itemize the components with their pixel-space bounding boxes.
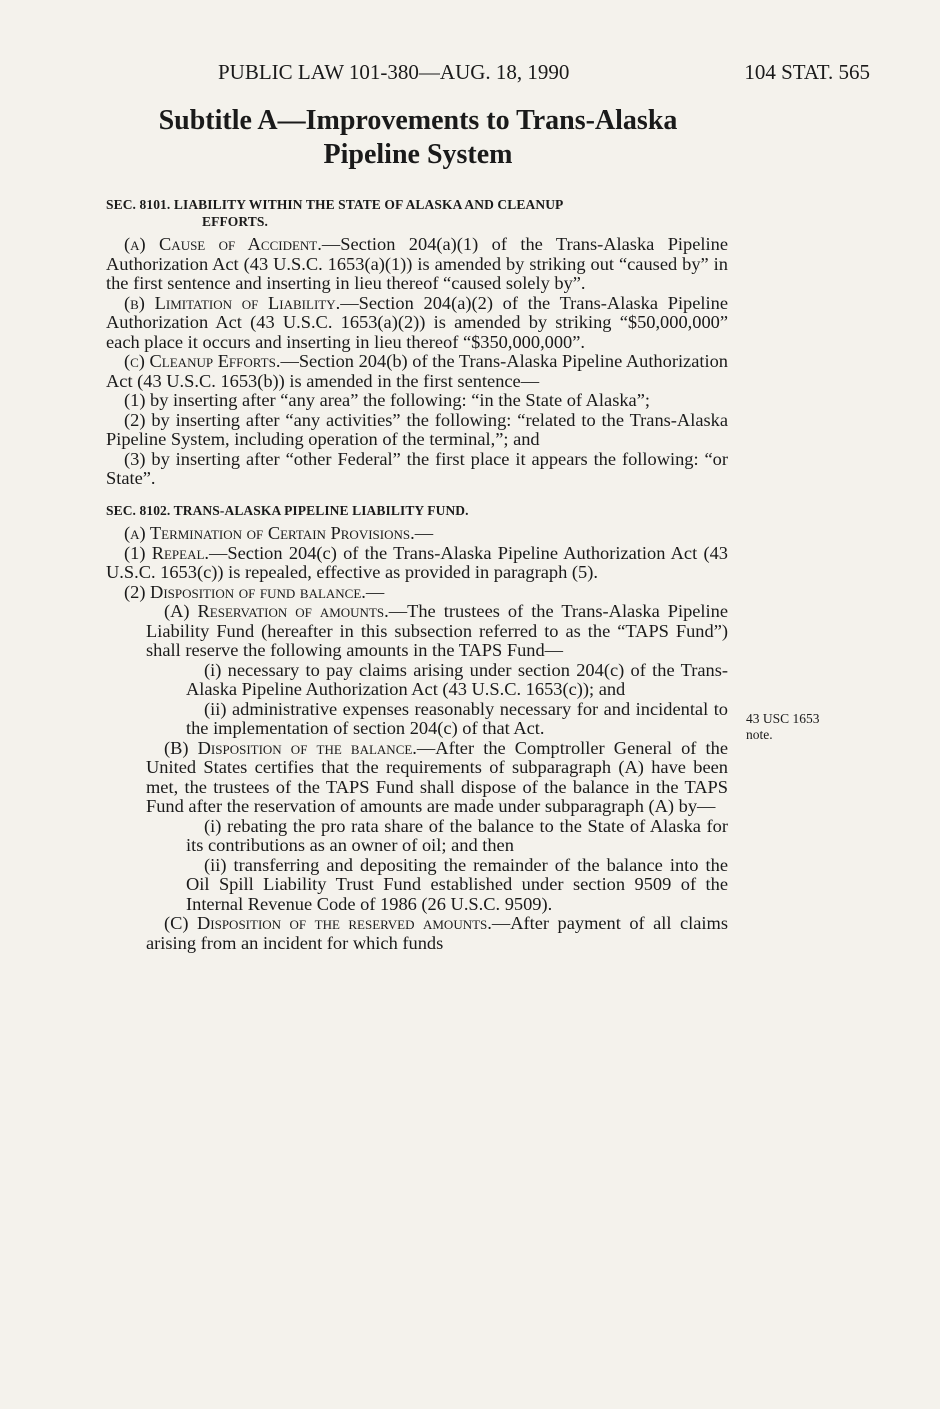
section-8101-a: (a) Cause of Accident.—Section 204(a)(1) of the Trans-Alaska Pipeline Authorization Act (43 U.S.C. 1653(a)(1)) is amended by striking out “caused by” in the first sentence and inserting in lieu thereof “caused solely by”.: [106, 234, 728, 293]
section-8101-heading-line-1: SEC. 8101. LIABILITY WITHIN THE STATE OF ALASKA AND CLEANUP: [106, 197, 564, 212]
section-8102-a-1: (1) Repeal.—Section 204(c) of the Trans-Alaska Pipeline Authorization Act (43 U.S.C. 1653(c)) is repealed, effective as provided in paragraph (5).: [106, 542, 728, 582]
section-8101-c-1: (1) by inserting after “any area” the following: “in the State of Alaska”;: [124, 390, 650, 410]
section-8102-a-2-B-i: (i) rebating the pro rata share of the balance to the State of Alaska for its contributions as an owner of oil; and then: [186, 815, 728, 855]
section-8101-c: (c) Cleanup Efforts.—Section 204(b) of the Trans-Alaska Pipeline Authorization Act (43 U.S.C. 1653(b)) is amended in the first sentence—: [106, 351, 728, 391]
stat-page-number: 104 STAT. 565: [744, 60, 870, 84]
section-8101-heading-line-2: EFFORTS.: [202, 214, 268, 229]
section-8101-heading: [106, 196, 728, 230]
subtitle-line-2: Pipeline System: [323, 139, 513, 170]
section-8102-a-2-A-i: (i) necessary to pay claims arising under section 204(c) of the Trans-Alaska Pipeline Authorization Act (43 U.S.C. 1653(c)); and: [186, 659, 728, 699]
section-8102-a-2-B-ii: (ii) transferring and depositing the remainder of the balance into the Oil Spill Liability Trust Fund established under section 9509 of the Internal Revenue Code of 1986 (26 U.S.C. 9509).: [186, 854, 728, 914]
subtitle-line-1: Subtitle A—Improvements to Trans-Alaska: [158, 105, 678, 136]
subtitle-heading: [108, 104, 728, 172]
law-title: PUBLIC LAW 101-380—AUG. 18, 1990: [218, 60, 570, 84]
section-8102-heading: SEC. 8102. TRANS-ALASKA PIPELINE LIABILITY FUND.: [106, 502, 469, 518]
section-8101-b: (b) Limitation of Liability.—Section 204(a)(2) of the Trans-Alaska Pipeline Authorization Act (43 U.S.C. 1653(a)(2)) is amended by striking “$50,000,000” each place it occurs and inserting in lieu thereof “$350,000,000”.: [106, 292, 728, 352]
section-8102-a-2-B: (B) Disposition of the balance.—After the Comptroller General of the United States certifies that the requirements of subparagraph (A) have been met, the trustees of the TAPS Fund shall dispose of the balance in the TAPS Fund after the reservation of amounts are made under subparagraph (A) by—: [146, 737, 729, 816]
section-8101-c-2: (2) by inserting after “any activities” the following: “related to the Trans-Alaska Pipeline System, including operation of the terminal,”; and: [106, 409, 728, 449]
section-8101-c-3: (3) by inserting after “other Federal” the first place it appears the following: “or State”.: [106, 448, 728, 488]
page-header: [110, 60, 870, 90]
section-8102-a: (a) Termination of Certain Provisions.—: [124, 523, 434, 543]
section-8102-a-2-C: (C) Disposition of the reserved amounts.—After payment of all claims arising from an incident for which funds: [146, 913, 728, 953]
section-8102-a-2-A-ii: (ii) administrative expenses reasonably necessary for and incidental to the implementation of section 204(c) of that Act.: [186, 698, 728, 738]
section-8102-a-2: (2) Disposition of fund balance.—: [124, 581, 385, 602]
section-8102-a-2-A: (A) Reservation of amounts.—The trustees of the Trans-Alaska Pipeline Liability Fund (hereafter in this subsection referred to as the “TAPS Fund”) shall reserve the following amounts in the TAPS Fund—: [146, 601, 729, 660]
document-body: [106, 235, 728, 953]
margin-citation-note: 43 USC 1653 note.: [746, 711, 820, 742]
